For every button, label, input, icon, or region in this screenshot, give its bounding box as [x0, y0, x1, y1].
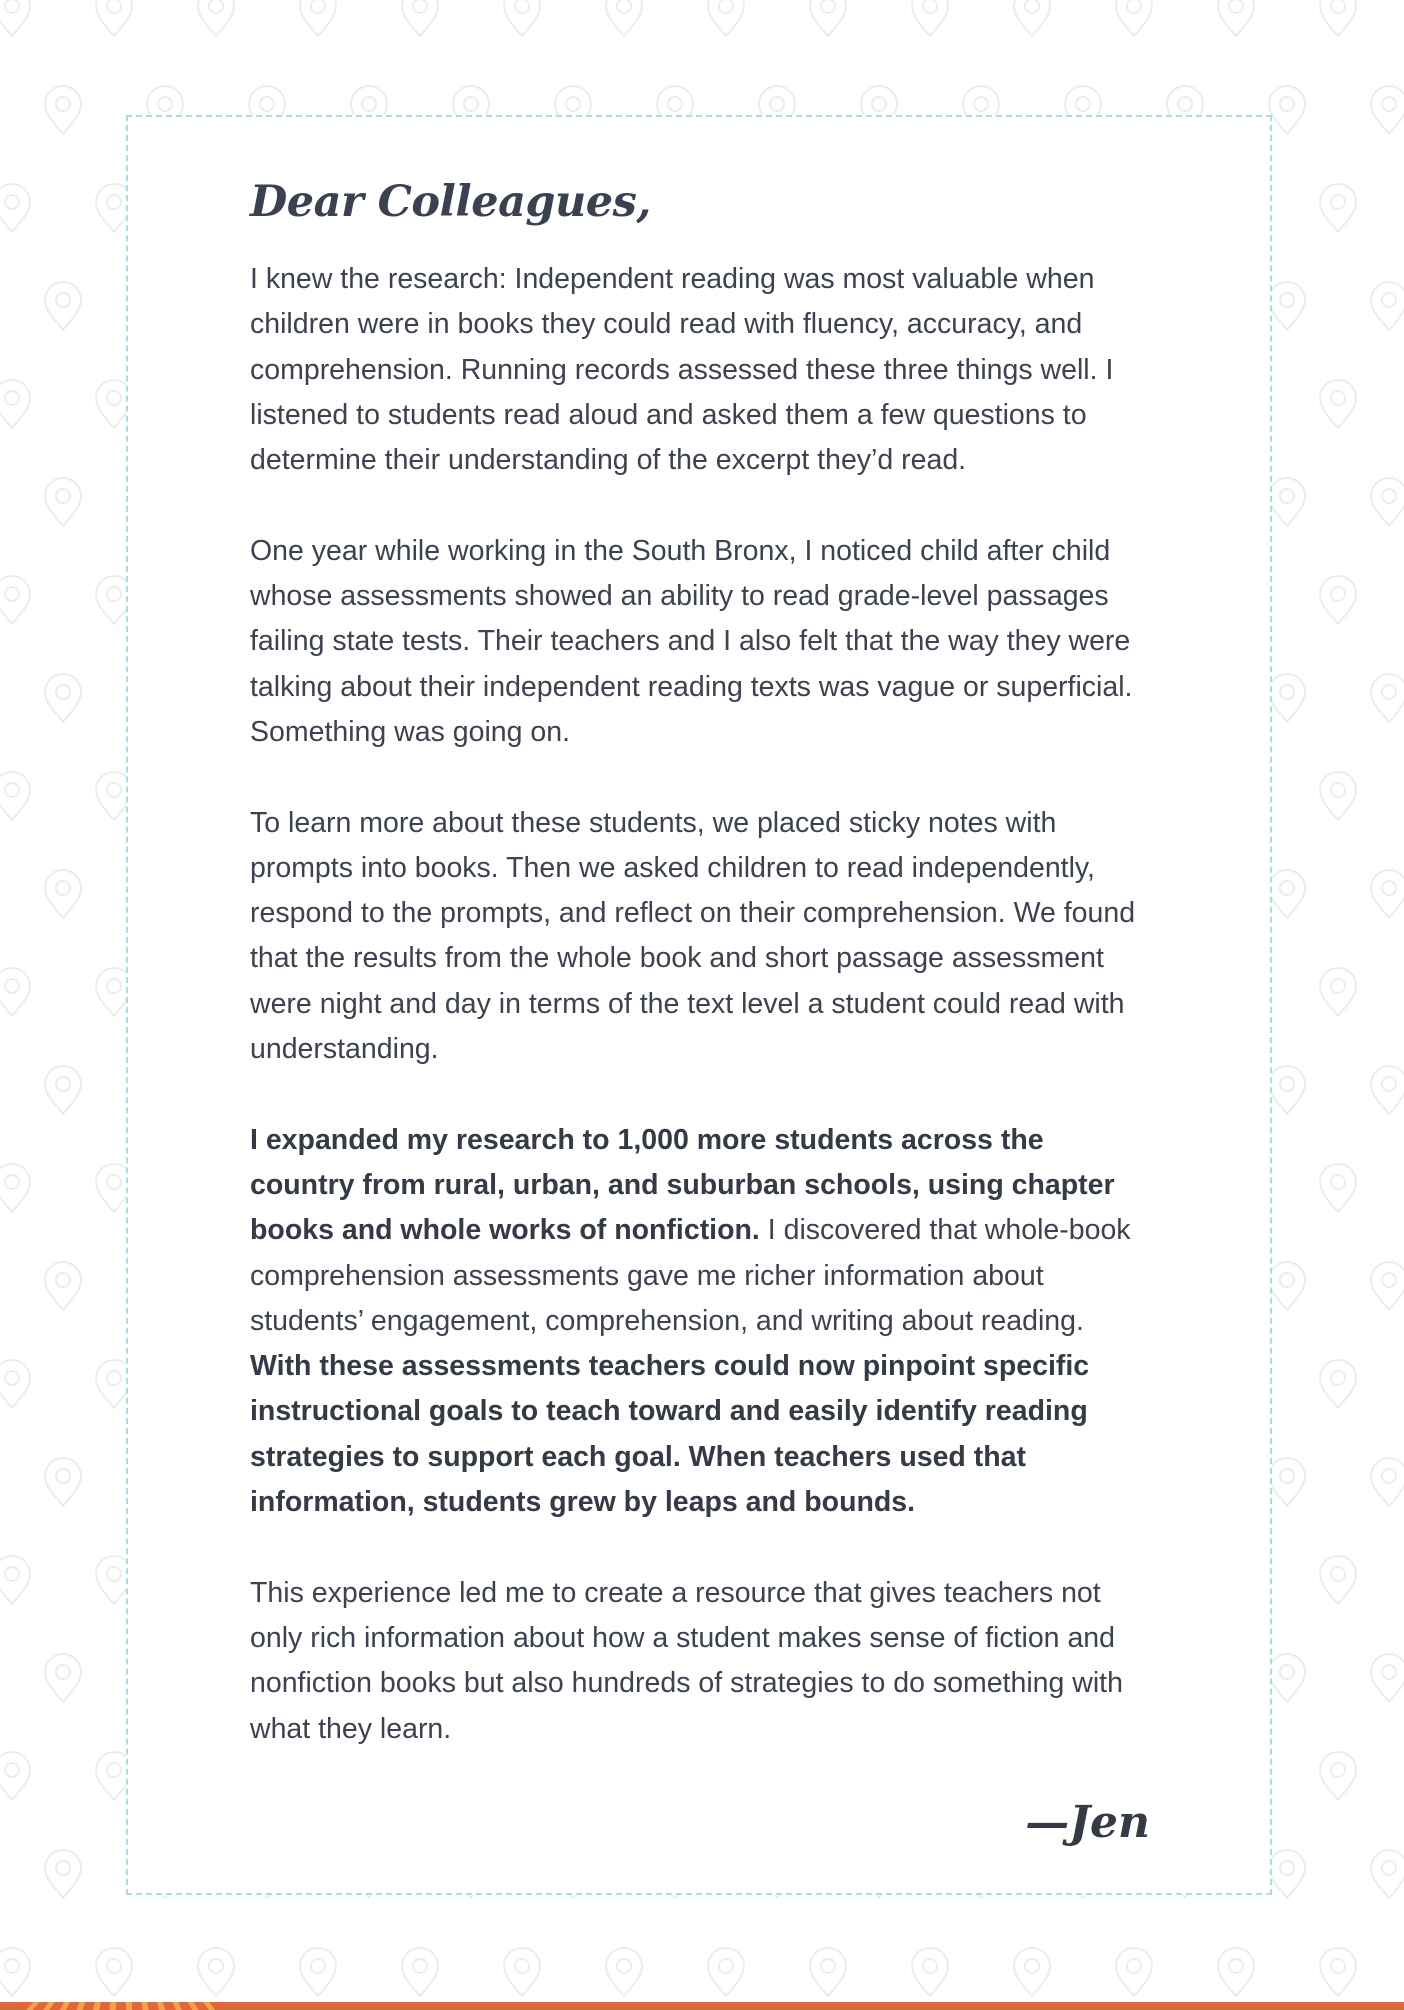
- bottom-decorative-band: [0, 2002, 1404, 2010]
- band-ray: [110, 2002, 117, 2010]
- letter-paragraph: [250, 257, 1150, 483]
- band-ray: [60, 2002, 70, 2010]
- band-ray: [126, 2002, 132, 2010]
- bold-text-segment: With these assessments teachers could now pinpoint specific instructional goals to teach toward and easily identify reading strategies to support each goal. When teachers used that information, students grew by leaps and bounds.: [250, 1350, 1090, 1519]
- salutation: Dear Colleagues,: [250, 177, 651, 227]
- signature: —Jen: [1025, 1797, 1150, 1848]
- text-segment: This experience led me to create a resource that gives teachers not only rich information about how a student makes sense of fiction and nonfiction books but also hundreds of strategies to do something with what they learn.: [250, 1576, 1123, 1745]
- letter-card: [126, 115, 1272, 1895]
- band-ray: [157, 2002, 165, 2010]
- band-ray: [188, 2002, 199, 2010]
- band-ray: [203, 2002, 215, 2010]
- letter-paragraph: [250, 529, 1150, 755]
- band-ray: [141, 2002, 148, 2010]
- band-ray: [77, 2002, 86, 2010]
- text-segment: One year while working in the South Bronx, I noticed child after child whose assessments showed an ability to read grade-level passages failing state tests. Their teachers and I also felt that the way they were talking about their independent reading texts was vague or superficial. Something was going on.: [250, 534, 1133, 748]
- bold-text-segment: I expanded my research to 1,000 more students across the country from rural, urban, and suburban schools, using chapter books and whole works of nonfiction.: [250, 1123, 1115, 1247]
- letter-body: [250, 257, 1150, 1797]
- text-segment: I discovered that whole-book comprehension assessments gave me richer information about students’ engagement, comprehension, and writing about reading.: [250, 1214, 1131, 1337]
- text-segment: To learn more about these students, we placed sticky notes with prompts into books. Then we asked children to read independently, respond to the prompts, and reflect on their comprehension. We found that the results from the whole book and short passage assessment were night and day in terms of the text level a student could read with understanding.: [250, 806, 1136, 1066]
- band-ray: [27, 2002, 40, 2010]
- letter-paragraph: [250, 801, 1150, 1073]
- letter-paragraph: [250, 1118, 1150, 1526]
- band-ray: [93, 2002, 101, 2010]
- text-segment: I knew the research: Independent reading was most valuable when children were in books they could read with fluency, accuracy, and comprehension. Running records assessed these three things well. I listened to students read aloud and asked them a few questions to determine their understanding of the excerpt they’d read.: [250, 263, 1114, 477]
- band-ray: [43, 2002, 54, 2010]
- band-ray: [172, 2002, 181, 2010]
- letter-paragraph: [250, 1571, 1150, 1752]
